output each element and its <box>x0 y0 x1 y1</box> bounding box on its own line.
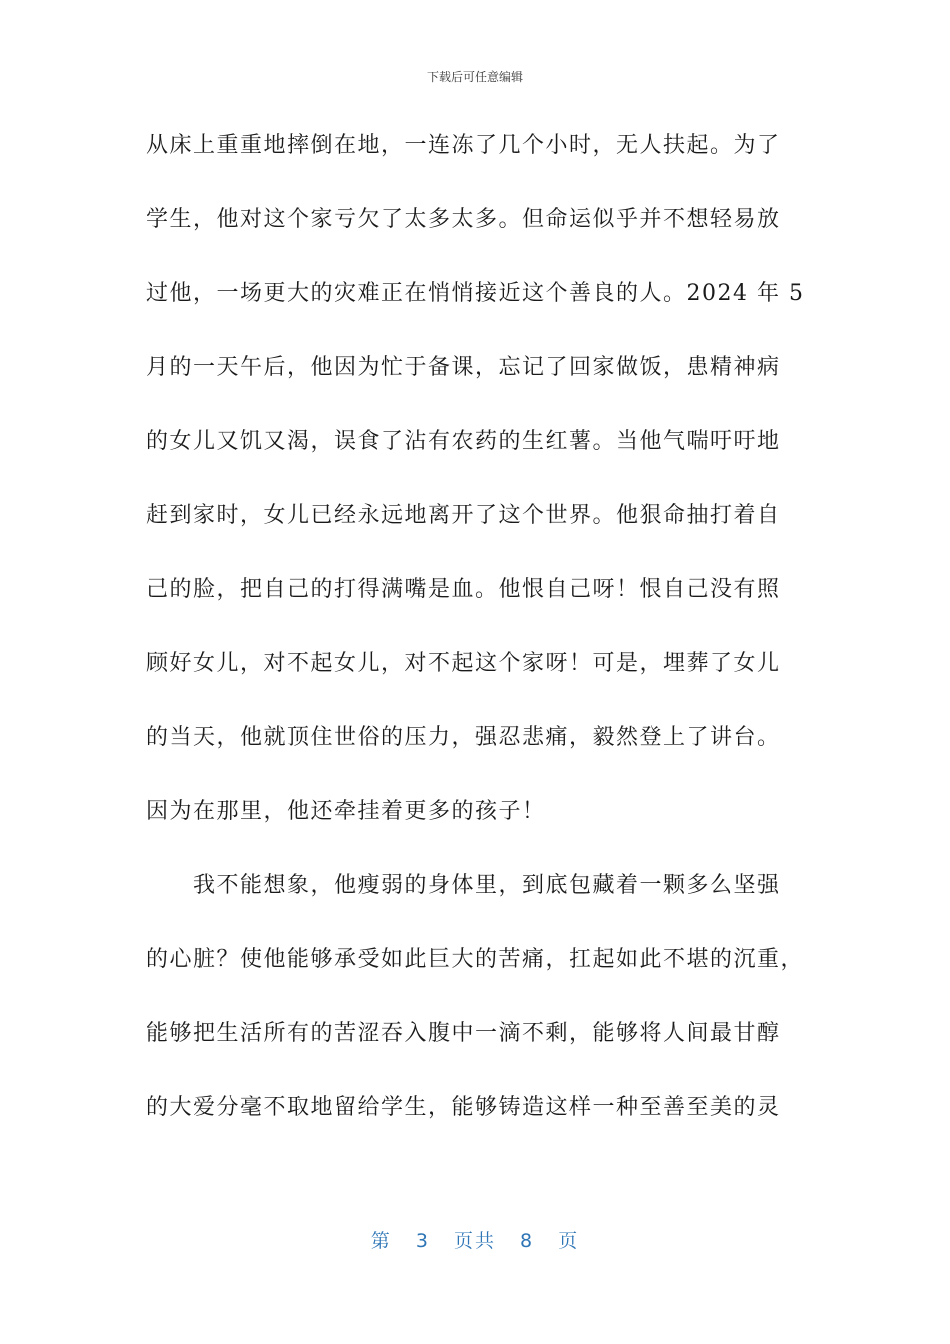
text-line: 赶到家时，女儿已经永远地离开了这个世界。他狠命抽打着自 <box>146 503 781 528</box>
header-note: 下载后可任意编辑 <box>426 70 523 84</box>
text-line: 学生，他对这个家亏欠了太多太多。但命运似乎并不想轻易放 <box>146 207 781 232</box>
total-pages-number: 8 <box>520 1230 535 1252</box>
text-line: 过他，一场更大的灾难正在悄悄接近这个善良的人。2024 年 5 <box>146 281 805 306</box>
text-line: 的大爱分毫不取地留给学生，能够铸造这样一种至善至美的灵 <box>146 1095 781 1120</box>
current-page-number: 3 <box>415 1230 430 1252</box>
text-line: 能够把生活所有的苦涩吞入腹中一滴不剩，能够将人间最甘醇 <box>146 1021 781 1046</box>
text-line: 从床上重重地摔倒在地，一连冻了几个小时，无人扶起。为了 <box>146 133 781 158</box>
text-line: 顾好女儿，对不起女儿，对不起这个家呀！可是，埋葬了女儿 <box>146 651 781 676</box>
total-label: 页共 <box>453 1230 496 1252</box>
document-body <box>146 120 806 1156</box>
text-line: 月的一天午后，他因为忙于备课，忘记了回家做饭，患精神病 <box>146 355 781 380</box>
page-footer <box>0 1226 950 1253</box>
text-line: 因为在那里，他还牵挂着更多的孩子！ <box>146 799 546 824</box>
text-line-paragraph-start: 我不能想象，他瘦弱的身体里，到底包藏着一颗多么坚强 <box>193 873 781 898</box>
page-label: 第 <box>370 1230 392 1252</box>
text-line: 的女儿又饥又渴，误食了沾有农药的生红薯。当他气喘吁吁地 <box>146 429 781 454</box>
page-suffix: 页 <box>558 1230 580 1252</box>
text-line: 的心脏？使他能够承受如此巨大的苦痛，扛起如此不堪的沉重， <box>146 947 805 972</box>
text-line: 己的脸，把自己的打得满嘴是血。他恨自己呀！恨自己没有照 <box>146 577 781 602</box>
text-line: 的当天，他就顶住世俗的压力，强忍悲痛，毅然登上了讲台。 <box>146 725 781 750</box>
